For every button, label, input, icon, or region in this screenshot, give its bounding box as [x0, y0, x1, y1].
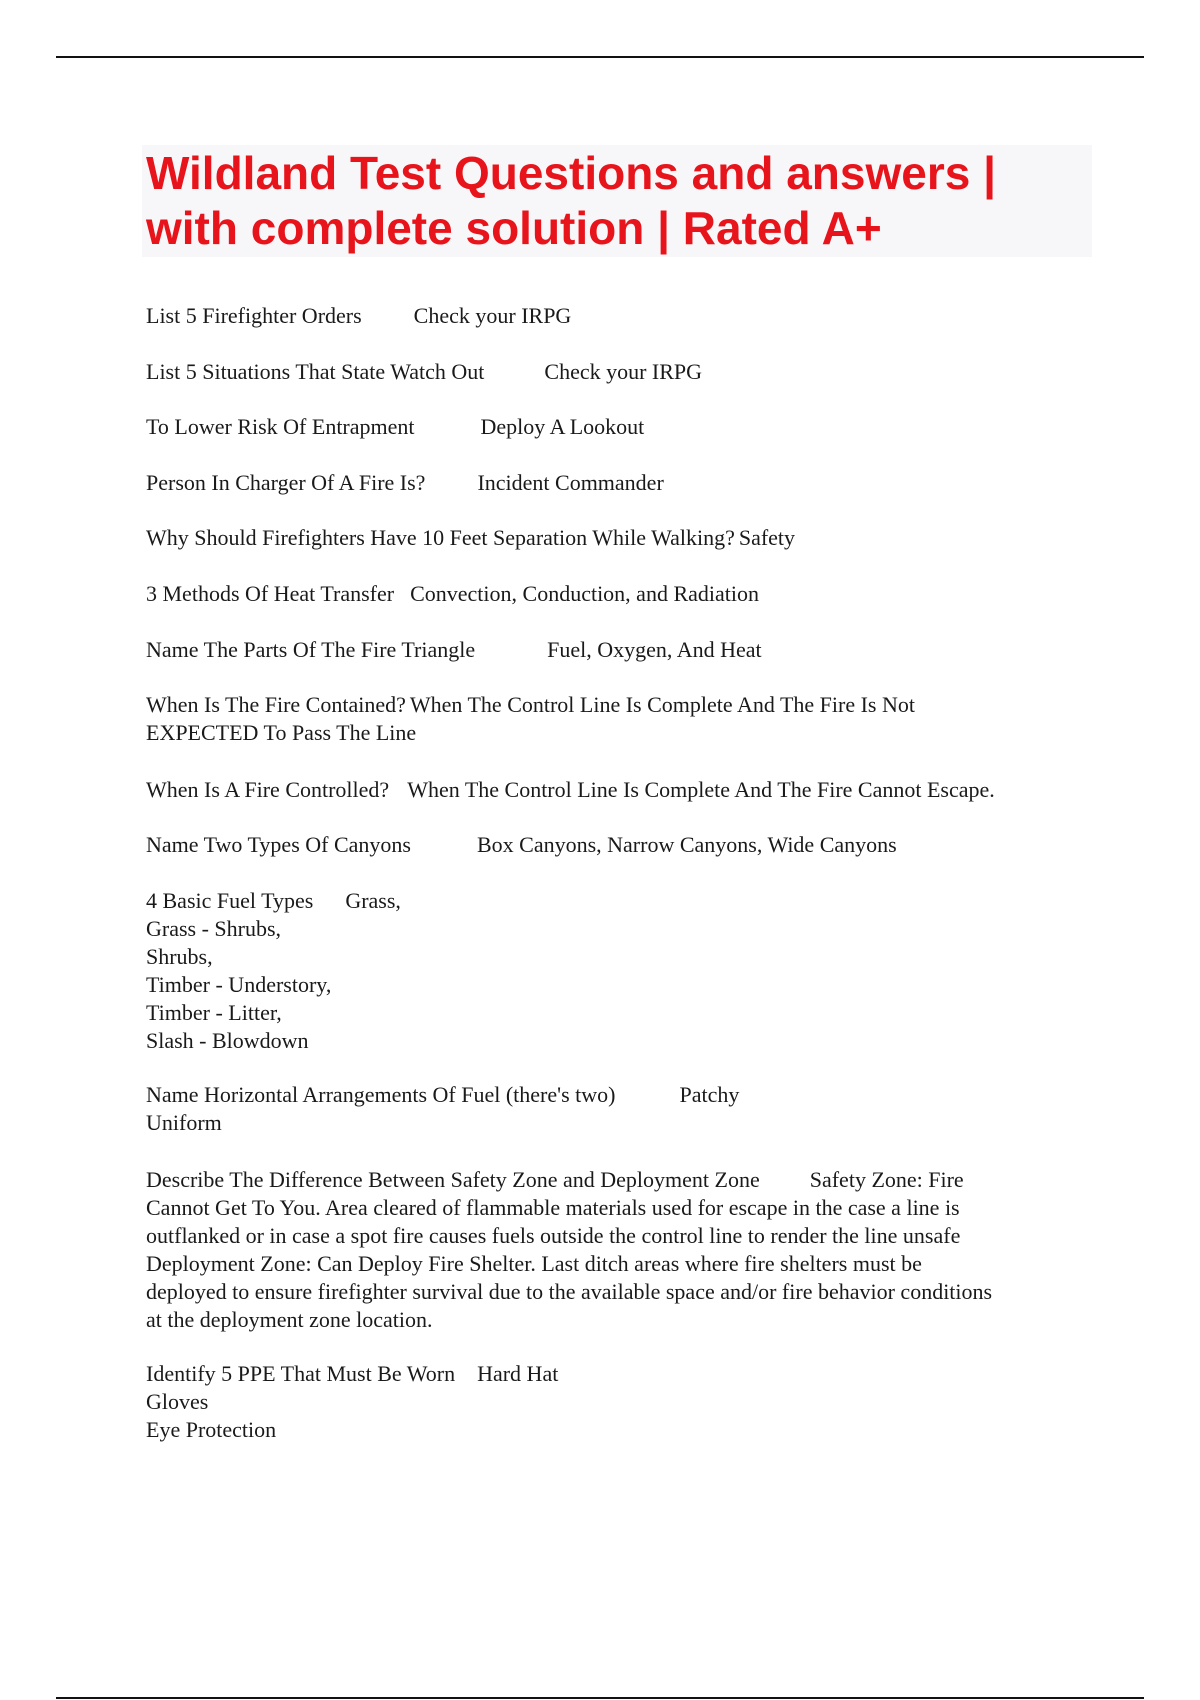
question: Why Should Firefighters Have 10 Feet Separation While Walking?	[146, 525, 735, 550]
qa-item-safety-zone	[146, 1166, 1096, 1334]
qa-item-firefighter-orders	[146, 302, 1096, 330]
question: Describe The Difference Between Safety Zone and Deployment Zone	[146, 1167, 760, 1192]
answer: Check your IRPG	[544, 359, 703, 384]
question: Person In Charger Of A Fire Is?	[146, 470, 426, 495]
question: Name The Parts Of The Fire Triangle	[146, 637, 476, 662]
qa-item-contained	[146, 691, 1096, 747]
question: 4 Basic Fuel Types	[146, 888, 314, 913]
qa-item-ppe	[146, 1360, 1096, 1444]
answer: Box Canyons, Narrow Canyons, Wide Canyons	[476, 832, 897, 857]
answer: Convection, Conduction, and Radiation	[410, 581, 759, 606]
answer: Grass, Grass - Shrubs, Shrubs, Timber - Understory, Timber - Litter, Slash - Blowdown	[146, 888, 401, 1053]
qa-item-fuel-types	[146, 887, 1096, 1055]
answer: Hard Hat Gloves Eye Protection	[146, 1361, 559, 1442]
qa-item-separation	[146, 524, 1096, 552]
qa-item-fuel-arrangement	[146, 1081, 1096, 1137]
answer: Patchy Uniform	[146, 1082, 740, 1135]
header-rule	[56, 56, 1144, 58]
answer: When The Control Line Is Complete And The Fire Is Not EXPECTED To Pass The Line	[146, 692, 915, 745]
question: Name Two Types Of Canyons	[146, 832, 411, 857]
qa-item-heat-transfer	[146, 580, 1096, 608]
question: When Is A Fire Controlled?	[146, 777, 390, 802]
answer: When The Control Line Is Complete And The Fire Cannot Escape.	[407, 777, 995, 802]
question: When Is The Fire Contained?	[146, 692, 406, 717]
qa-item-watch-out	[146, 358, 1096, 386]
answer: Check your IRPG	[413, 303, 572, 328]
qa-item-fire-triangle	[146, 636, 1096, 664]
question: To Lower Risk Of Entrapment	[146, 414, 415, 439]
answer: Safety Zone: Fire Cannot Get To You. Area cleared of flammable materials used for escape in the case a line is outflanked or in case a spot fire causes fuels outside the control line to render the line unsafe Deployment Zone: Can Deploy Fire Shelter. Last ditch areas where fire shelters must be deployed to ensure firefighter survival due to the available space and/or fire behavior conditions at the deployment zone location.	[146, 1167, 993, 1332]
qa-item-person-in-charge	[146, 469, 1096, 497]
qa-item-canyons	[146, 831, 1096, 859]
qa-item-entrapment	[146, 413, 1096, 441]
answer: Deploy A Lookout	[480, 414, 645, 439]
question: List 5 Firefighter Orders	[146, 303, 362, 328]
answer: Incident Commander	[477, 470, 664, 495]
qa-item-controlled	[146, 776, 1096, 804]
question: Identify 5 PPE That Must Be Worn	[146, 1361, 456, 1386]
question: Name Horizontal Arrangements Of Fuel (there's two)	[146, 1082, 616, 1107]
document-title: Wildland Test Questions and answers | with complete solution | Rated A+	[146, 147, 996, 254]
footer-rule	[56, 1697, 1144, 1699]
question: 3 Methods Of Heat Transfer	[146, 581, 395, 606]
answer: Safety	[738, 525, 796, 550]
question: List 5 Situations That State Watch Out	[146, 359, 485, 384]
answer: Fuel, Oxygen, And Heat	[547, 637, 762, 662]
